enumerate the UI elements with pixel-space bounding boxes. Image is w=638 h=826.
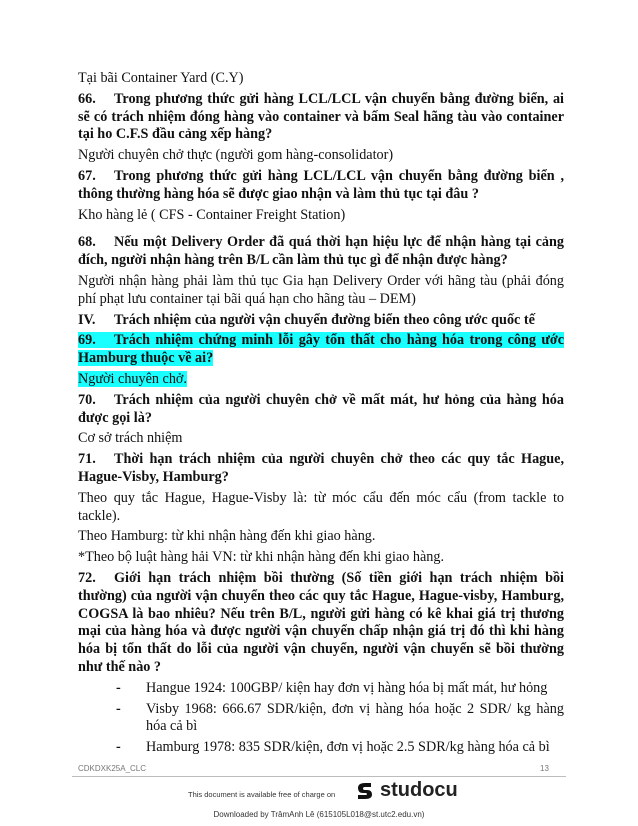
question-66: 66. Trong phương thức gửi hàng LCL/LCL vận chuyển bằng đường biển, ai sẽ có trách nhiệm đóng hàng vào container và bấm Seal hãng tàu vào container tại ho C.F.S đầu cảng xếp hàng? bbox=[78, 90, 564, 143]
answer-70: Cơ sở trách nhiệm bbox=[78, 430, 183, 447]
answer-71-hague: Theo quy tắc Hague, Hague-Visby là: từ móc cẩu đến móc cẩu (from tackle to tackle). bbox=[78, 489, 564, 524]
studocu-logo-icon bbox=[354, 780, 376, 802]
list-item: - Visby 1968: 666.67 SDR/kiện, đơn vị hàng hóa hoặc 2 SDR/ kg hàng hóa cả bì bbox=[116, 700, 564, 735]
section-heading: IV. Trách nhiệm của người vận chuyển đường biển theo công ước quốc tế bbox=[78, 311, 535, 328]
highlighted-question: 69. Trách nhiệm chứng minh lỗi gây tổn thất cho hàng hóa trong công ước Hamburg thuộc về ai? bbox=[78, 332, 564, 367]
free-charge-note: This document is available free of charge on bbox=[188, 790, 336, 799]
list-item: - Hamburg 1978: 835 SDR/kiện, đơn vị hoặc 2.5 SDR/kg hàng hóa cả bì bbox=[116, 739, 550, 756]
question-67: 67. Trong phương thức gửi hàng LCL/LCL vận chuyển bằng đường biển , thông thường hàng hóa sẽ được giao nhận và làm thủ tục tại đâu ? bbox=[78, 167, 564, 202]
question-68: 68. Nếu một Delivery Order đã quá thời hạn hiệu lực để nhận hàng tại cảng đích, người nhận hàng trên B/L cần làm thủ tục gì để nhận được hàng? bbox=[78, 234, 564, 269]
question-72: 72. Giới hạn trách nhiệm bồi thường (Số tiền giới hạn trách nhiệm bồi thường) của người vận chuyển theo các quy tắc Hague, Hague-visby, Hamburg, COGSA là bao nhiêu? Nếu trên B/L, người gửi hàng có kê khai giá trị thương mại của hàng hóa và được người vận chuyển chấp nhận giá trị đó thì khi hàng hóa bị tổn thất do lỗi của người vận chuyển, người vận chuyển sẽ bồi thường như thế nào ? bbox=[78, 569, 564, 675]
footer-page-number: 13 bbox=[540, 764, 549, 773]
answer-line: Tại bãi Container Yard (C.Y) bbox=[78, 70, 244, 86]
list-item: - Hangue 1924: 100GBP/ kiện hay đơn vị hàng hóa bị mất mát, hư hỏng bbox=[116, 679, 548, 696]
answer-69: Người chuyên chở. bbox=[78, 370, 187, 387]
studocu-wordmark: studocu bbox=[380, 779, 458, 801]
answer-67: Kho hàng lẻ ( CFS - Container Freight Station) bbox=[78, 206, 346, 223]
studocu-banner[interactable] bbox=[168, 778, 468, 806]
answer-68: Người nhận hàng phải làm thủ tục Gia hạn Delivery Order với hãng tàu (phải đóng phí phạt lưu container tại bãi quá hạn cho hãng tàu – DEM) bbox=[78, 272, 564, 307]
question-70: 70. Trách nhiệm của người chuyên chở về mất mát, hư hỏng của hàng hóa được gọi là? bbox=[78, 391, 564, 426]
footer-course-code: CDKDXK25A_CLC bbox=[78, 764, 147, 773]
answer-71-vn: *Theo bộ luật hàng hải VN: từ khi nhận hàng đến khi giao hàng. bbox=[78, 549, 444, 566]
answer-71-hamburg: Theo Hamburg: từ khi nhận hàng đến khi giao hàng. bbox=[78, 528, 376, 545]
document-body bbox=[78, 70, 564, 760]
footer-divider bbox=[72, 776, 566, 777]
question-71: 71. Thời hạn trách nhiệm của người chuyên chở theo các quy tắc Hague, Hague-Visby, Hamburg? bbox=[78, 451, 564, 485]
question-69 bbox=[78, 332, 564, 368]
answer-66: Người chuyên chở thực (người gom hàng-consolidator) bbox=[78, 147, 394, 164]
download-notice: Downloaded by TrâmAnh Lê (615105L018@st.utc2.edu.vn) bbox=[213, 810, 425, 819]
